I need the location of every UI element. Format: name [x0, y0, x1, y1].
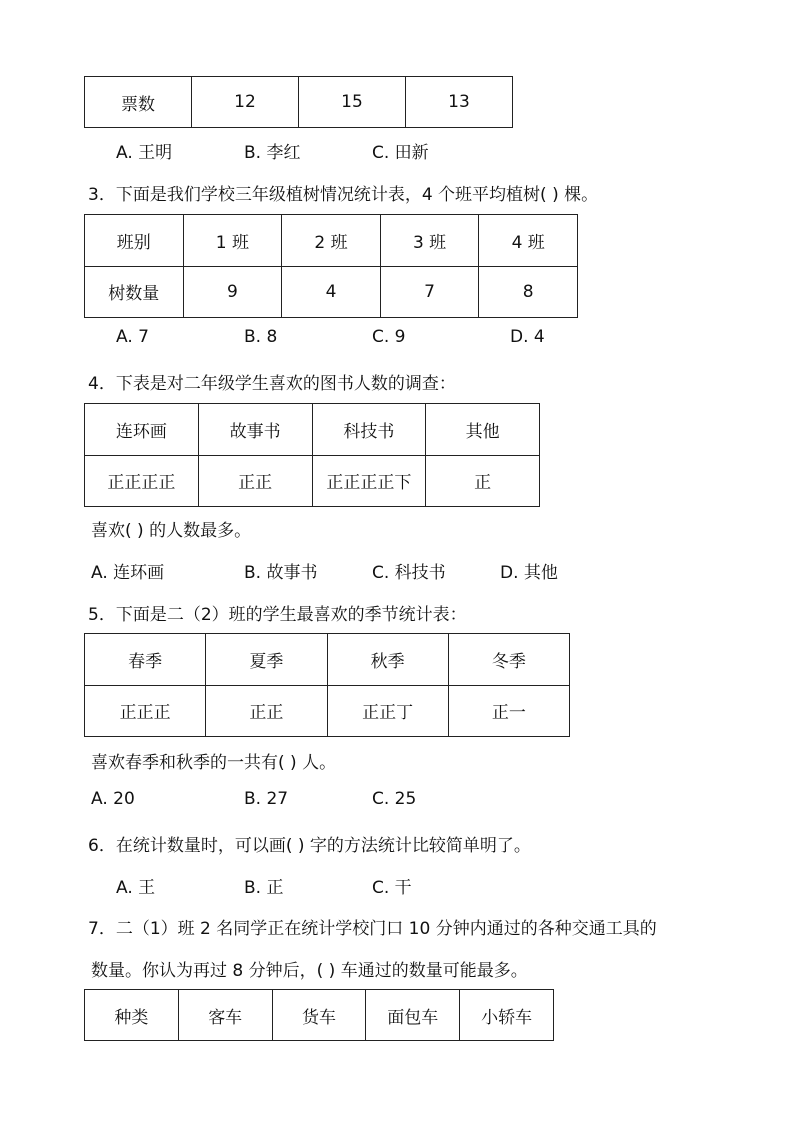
- q7-stem-line1: 7．二（1）班 2 名同学正在统计学校门口 10 分钟内通过的各种交通工具的: [88, 919, 657, 939]
- q4-cell: 正正正正: [85, 455, 199, 507]
- q5-cell: 正一: [448, 685, 569, 737]
- q2-cell: 12: [192, 77, 299, 128]
- table-row: [85, 634, 570, 686]
- q2-option-a: A. 王明: [116, 143, 173, 163]
- q3-cell: 4: [282, 266, 381, 318]
- table-row: [85, 215, 578, 267]
- q5-cell: 夏季: [206, 634, 327, 686]
- q5-cell: 春季: [85, 634, 206, 686]
- table-row: [85, 404, 540, 456]
- table-row: [85, 455, 540, 507]
- q7-cell: 小轿车: [460, 990, 554, 1041]
- q2-option-b: B. 李红: [244, 143, 301, 163]
- q5-table: [84, 633, 570, 737]
- q2-cell: 票数: [85, 77, 192, 128]
- q4-cell: 正正正正下: [312, 455, 426, 507]
- q4-tail: 喜欢( ) 的人数最多。: [91, 521, 252, 541]
- q2-option-c: C. 田新: [372, 143, 429, 163]
- q3-option-c: C. 9: [372, 327, 406, 347]
- table-row: [85, 77, 513, 128]
- q5-option-c: C. 25: [372, 789, 417, 809]
- q3-option-b: B. 8: [244, 327, 278, 347]
- q7-cell: 面包车: [366, 990, 460, 1041]
- q2-cell: 13: [406, 77, 513, 128]
- q6-option-c: C. 干: [372, 878, 412, 898]
- q4-cell: 其他: [426, 404, 540, 456]
- q5-option-a: A. 20: [91, 789, 135, 809]
- q5-cell: 正正丁: [327, 685, 448, 737]
- q7-stem-line2: 数量。你认为再过 8 分钟后，( ) 车通过的数量可能最多。: [91, 961, 528, 981]
- q5-cell: 正正: [206, 685, 327, 737]
- q3-cell: 树数量: [85, 266, 184, 318]
- q4-option-c: C. 科技书: [372, 563, 446, 583]
- q7-cell: 种类: [85, 990, 179, 1041]
- q3-cell: 4 班: [479, 215, 578, 267]
- q5-cell: 冬季: [448, 634, 569, 686]
- q6-option-b: B. 正: [244, 878, 284, 898]
- table-row: [85, 990, 554, 1041]
- q3-option-d: D. 4: [510, 327, 545, 347]
- q4-option-a: A. 连环画: [91, 563, 165, 583]
- q7-cell: 客车: [178, 990, 272, 1041]
- table-row: [85, 266, 578, 318]
- q4-cell: 科技书: [312, 404, 426, 456]
- q3-cell: 9: [183, 266, 282, 318]
- q2-cell: 15: [299, 77, 406, 128]
- q6-stem: 6．在统计数量时，可以画( ) 字的方法统计比较简单明了。: [88, 836, 531, 856]
- q7-table: [84, 989, 554, 1041]
- q4-cell: 连环画: [85, 404, 199, 456]
- q4-table: [84, 403, 540, 507]
- q4-option-d: D. 其他: [500, 563, 558, 583]
- q3-cell: 8: [479, 266, 578, 318]
- q4-cell: 正正: [198, 455, 312, 507]
- q5-stem: 5．下面是二（2）班的学生最喜欢的季节统计表：: [88, 605, 467, 625]
- q5-tail: 喜欢春季和秋季的一共有( ) 人。: [91, 753, 337, 773]
- q5-cell: 秋季: [327, 634, 448, 686]
- q4-cell: 正: [426, 455, 540, 507]
- q2-table: [84, 76, 513, 128]
- q4-stem: 4．下表是对二年级学生喜欢的图书人数的调查：: [88, 374, 456, 394]
- q7-cell: 货车: [272, 990, 366, 1041]
- q6-option-a: A. 王: [116, 878, 156, 898]
- q3-cell: 3 班: [380, 215, 479, 267]
- table-row: [85, 685, 570, 737]
- q3-cell: 7: [380, 266, 479, 318]
- q3-option-a: A. 7: [116, 327, 149, 347]
- q4-cell: 故事书: [198, 404, 312, 456]
- q4-option-b: B. 故事书: [244, 563, 318, 583]
- q3-table: [84, 214, 578, 318]
- q5-cell: 正正正: [85, 685, 206, 737]
- q5-option-b: B. 27: [244, 789, 289, 809]
- q3-stem: 3．下面是我们学校三年级植树情况统计表，4 个班平均植树( ) 棵。: [88, 185, 599, 205]
- q3-cell: 2 班: [282, 215, 381, 267]
- q3-cell: 班别: [85, 215, 184, 267]
- q3-cell: 1 班: [183, 215, 282, 267]
